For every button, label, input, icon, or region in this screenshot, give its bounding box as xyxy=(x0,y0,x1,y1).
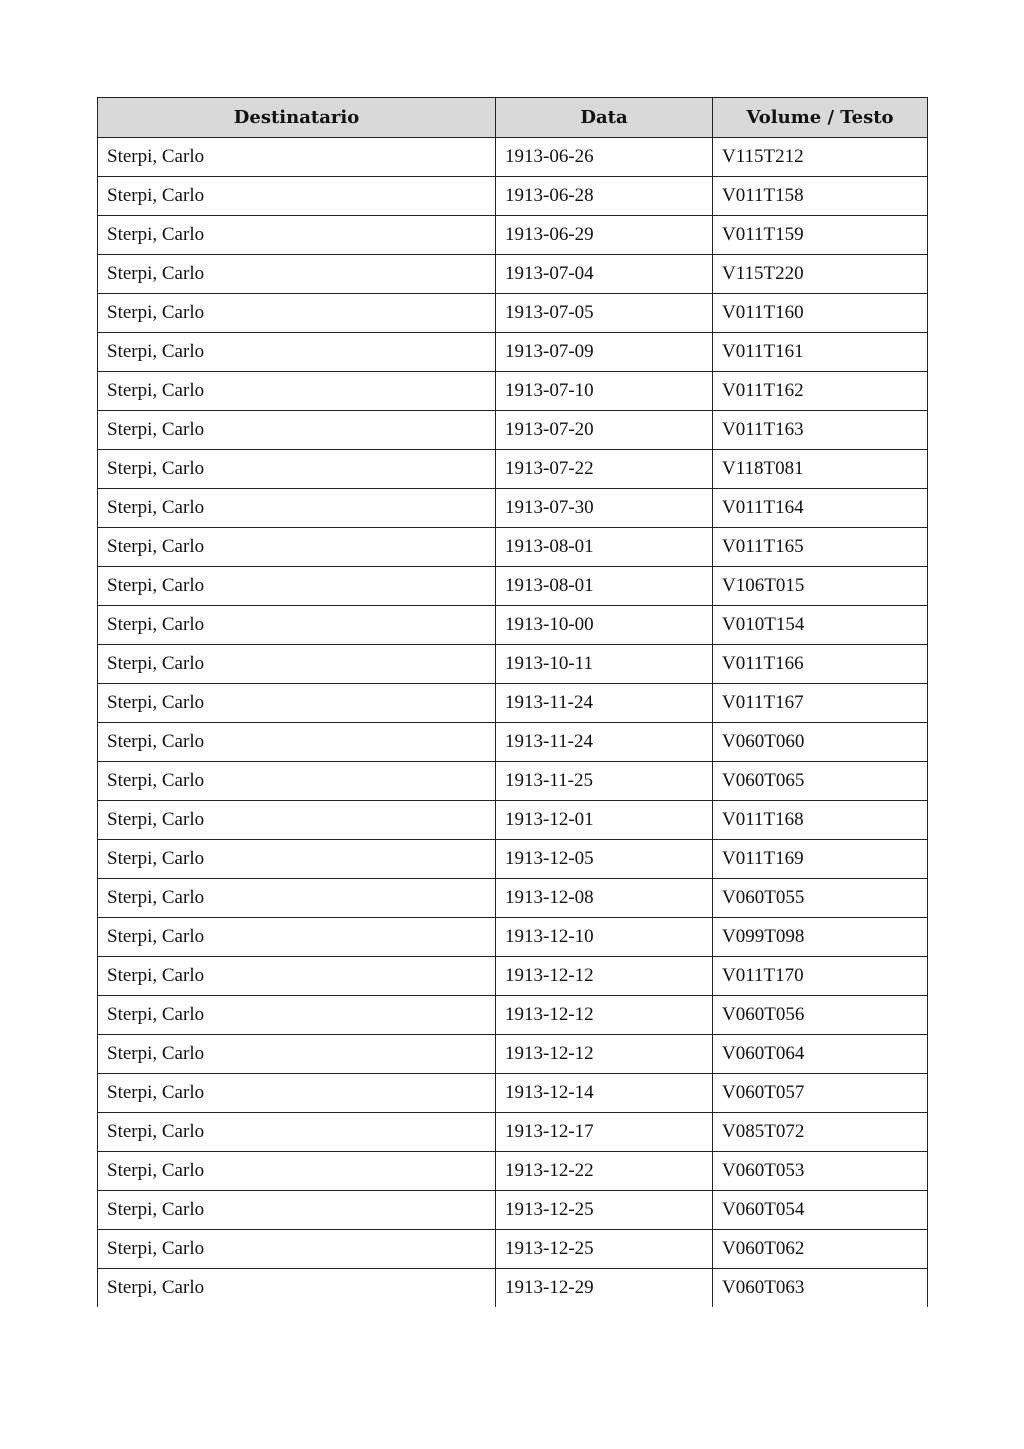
volume-text-cell: V060T065 xyxy=(713,762,928,801)
date-cell: 1913-07-30 xyxy=(496,489,713,528)
table-row xyxy=(98,645,928,684)
table-row xyxy=(98,1074,928,1113)
recipient-cell: Sterpi, Carlo xyxy=(98,1035,496,1074)
volume-text-cell: V060T057 xyxy=(713,1074,928,1113)
date-cell: 1913-12-25 xyxy=(496,1230,713,1269)
volume-text-cell: V011T162 xyxy=(713,372,928,411)
date-cell: 1913-12-10 xyxy=(496,918,713,957)
date-cell: 1913-12-12 xyxy=(496,996,713,1035)
recipient-cell: Sterpi, Carlo xyxy=(98,411,496,450)
volume-text-cell: V060T063 xyxy=(713,1269,928,1308)
volume-text-cell: V010T154 xyxy=(713,606,928,645)
table-row xyxy=(98,1269,928,1308)
recipient-cell: Sterpi, Carlo xyxy=(98,1152,496,1191)
table-row xyxy=(98,801,928,840)
recipient-cell: Sterpi, Carlo xyxy=(98,1191,496,1230)
recipient-cell: Sterpi, Carlo xyxy=(98,1113,496,1152)
date-cell: 1913-12-08 xyxy=(496,879,713,918)
table-row xyxy=(98,1152,928,1191)
date-cell: 1913-06-28 xyxy=(496,177,713,216)
table-row xyxy=(98,567,928,606)
date-cell: 1913-12-29 xyxy=(496,1269,713,1308)
recipient-cell: Sterpi, Carlo xyxy=(98,294,496,333)
volume-text-cell: V011T166 xyxy=(713,645,928,684)
volume-text-cell: V099T098 xyxy=(713,918,928,957)
recipient-cell: Sterpi, Carlo xyxy=(98,801,496,840)
date-cell: 1913-11-25 xyxy=(496,762,713,801)
date-cell: 1913-12-14 xyxy=(496,1074,713,1113)
table-row xyxy=(98,333,928,372)
recipient-cell: Sterpi, Carlo xyxy=(98,372,496,411)
document-page xyxy=(97,97,927,1307)
date-cell: 1913-10-00 xyxy=(496,606,713,645)
volume-text-cell: V115T220 xyxy=(713,255,928,294)
table-row xyxy=(98,879,928,918)
volume-text-cell: V085T072 xyxy=(713,1113,928,1152)
table-row xyxy=(98,528,928,567)
date-cell: 1913-12-22 xyxy=(496,1152,713,1191)
date-cell: 1913-12-12 xyxy=(496,1035,713,1074)
volume-text-cell: V011T164 xyxy=(713,489,928,528)
recipient-cell: Sterpi, Carlo xyxy=(98,333,496,372)
table-row xyxy=(98,918,928,957)
volume-text-cell: V060T055 xyxy=(713,879,928,918)
column-header-recipient: Destinatario xyxy=(98,98,496,138)
recipient-cell: Sterpi, Carlo xyxy=(98,1269,496,1308)
volume-text-cell: V011T163 xyxy=(713,411,928,450)
recipient-cell: Sterpi, Carlo xyxy=(98,489,496,528)
date-cell: 1913-07-20 xyxy=(496,411,713,450)
date-cell: 1913-07-22 xyxy=(496,450,713,489)
table-row xyxy=(98,255,928,294)
table-row xyxy=(98,684,928,723)
volume-text-cell: V011T160 xyxy=(713,294,928,333)
recipient-cell: Sterpi, Carlo xyxy=(98,255,496,294)
recipient-cell: Sterpi, Carlo xyxy=(98,918,496,957)
date-cell: 1913-08-01 xyxy=(496,528,713,567)
table-row xyxy=(98,450,928,489)
letters-table xyxy=(97,97,928,1307)
table-row xyxy=(98,216,928,255)
column-header-date: Data xyxy=(496,98,713,138)
recipient-cell: Sterpi, Carlo xyxy=(98,996,496,1035)
recipient-cell: Sterpi, Carlo xyxy=(98,1074,496,1113)
recipient-cell: Sterpi, Carlo xyxy=(98,645,496,684)
table-row xyxy=(98,840,928,879)
recipient-cell: Sterpi, Carlo xyxy=(98,216,496,255)
table-row xyxy=(98,1035,928,1074)
date-cell: 1913-06-29 xyxy=(496,216,713,255)
table-row xyxy=(98,294,928,333)
date-cell: 1913-08-01 xyxy=(496,567,713,606)
date-cell: 1913-12-01 xyxy=(496,801,713,840)
date-cell: 1913-12-17 xyxy=(496,1113,713,1152)
volume-text-cell: V060T062 xyxy=(713,1230,928,1269)
volume-text-cell: V060T064 xyxy=(713,1035,928,1074)
volume-text-cell: V106T015 xyxy=(713,567,928,606)
volume-text-cell: V115T212 xyxy=(713,138,928,177)
date-cell: 1913-06-26 xyxy=(496,138,713,177)
volume-text-cell: V011T158 xyxy=(713,177,928,216)
date-cell: 1913-10-11 xyxy=(496,645,713,684)
table-row xyxy=(98,606,928,645)
column-header-volume-text: Volume / Testo xyxy=(713,98,928,138)
table-row xyxy=(98,372,928,411)
table-row xyxy=(98,723,928,762)
date-cell: 1913-12-25 xyxy=(496,1191,713,1230)
volume-text-cell: V011T159 xyxy=(713,216,928,255)
table-row xyxy=(98,1113,928,1152)
date-cell: 1913-12-12 xyxy=(496,957,713,996)
date-cell: 1913-07-05 xyxy=(496,294,713,333)
recipient-cell: Sterpi, Carlo xyxy=(98,879,496,918)
volume-text-cell: V011T167 xyxy=(713,684,928,723)
table-row xyxy=(98,957,928,996)
date-cell: 1913-07-09 xyxy=(496,333,713,372)
table-row xyxy=(98,411,928,450)
volume-text-cell: V060T054 xyxy=(713,1191,928,1230)
volume-text-cell: V060T056 xyxy=(713,996,928,1035)
recipient-cell: Sterpi, Carlo xyxy=(98,567,496,606)
table-body xyxy=(98,138,928,1308)
table-header xyxy=(98,98,928,138)
volume-text-cell: V011T165 xyxy=(713,528,928,567)
volume-text-cell: V011T161 xyxy=(713,333,928,372)
recipient-cell: Sterpi, Carlo xyxy=(98,606,496,645)
recipient-cell: Sterpi, Carlo xyxy=(98,840,496,879)
table-row xyxy=(98,489,928,528)
table-row xyxy=(98,177,928,216)
recipient-cell: Sterpi, Carlo xyxy=(98,528,496,567)
table-row xyxy=(98,1230,928,1269)
table-row xyxy=(98,996,928,1035)
date-cell: 1913-11-24 xyxy=(496,684,713,723)
volume-text-cell: V118T081 xyxy=(713,450,928,489)
volume-text-cell: V011T170 xyxy=(713,957,928,996)
recipient-cell: Sterpi, Carlo xyxy=(98,177,496,216)
date-cell: 1913-11-24 xyxy=(496,723,713,762)
table-row xyxy=(98,762,928,801)
date-cell: 1913-12-05 xyxy=(496,840,713,879)
volume-text-cell: V011T168 xyxy=(713,801,928,840)
date-cell: 1913-07-10 xyxy=(496,372,713,411)
recipient-cell: Sterpi, Carlo xyxy=(98,138,496,177)
recipient-cell: Sterpi, Carlo xyxy=(98,684,496,723)
header-row xyxy=(98,98,928,138)
recipient-cell: Sterpi, Carlo xyxy=(98,957,496,996)
recipient-cell: Sterpi, Carlo xyxy=(98,450,496,489)
table-row xyxy=(98,138,928,177)
recipient-cell: Sterpi, Carlo xyxy=(98,762,496,801)
recipient-cell: Sterpi, Carlo xyxy=(98,1230,496,1269)
volume-text-cell: V060T060 xyxy=(713,723,928,762)
volume-text-cell: V060T053 xyxy=(713,1152,928,1191)
volume-text-cell: V011T169 xyxy=(713,840,928,879)
date-cell: 1913-07-04 xyxy=(496,255,713,294)
table-row xyxy=(98,1191,928,1230)
recipient-cell: Sterpi, Carlo xyxy=(98,723,496,762)
